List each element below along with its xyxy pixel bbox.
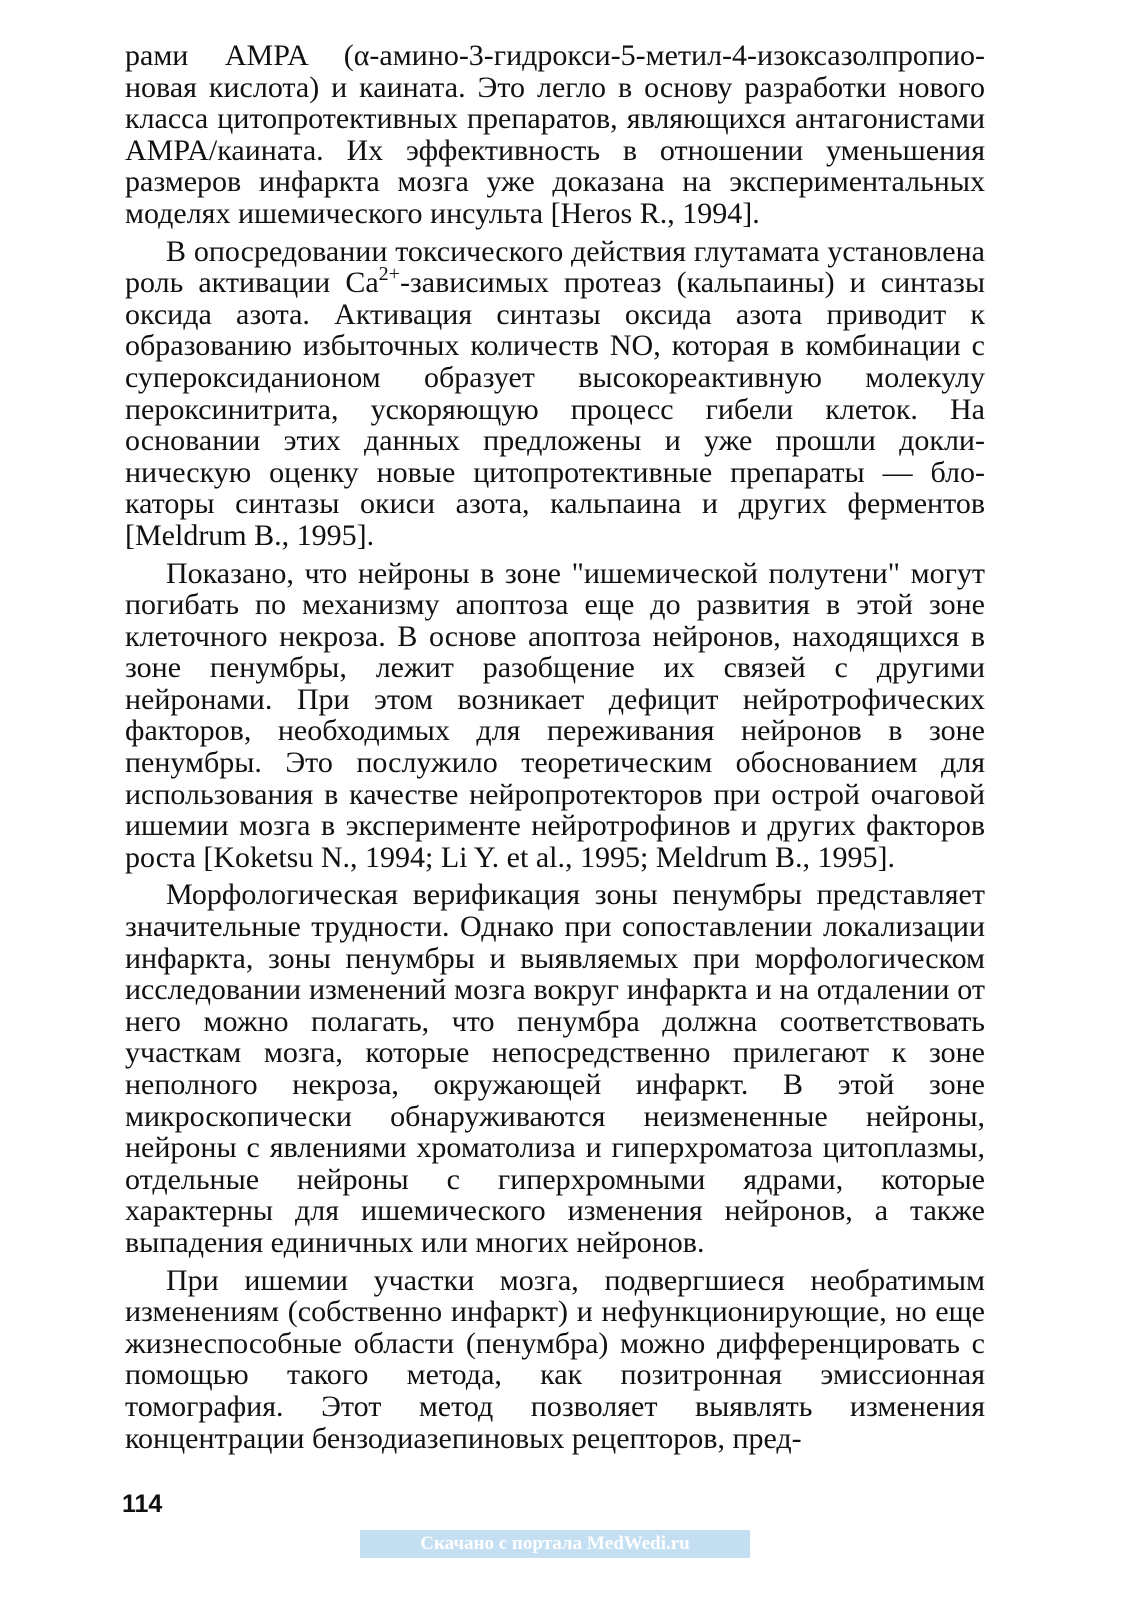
paragraph-2 (125, 236, 985, 552)
paragraph-4: Морфологическая верификация зоны пенумбры представляет значительные трудности. Однако при сопоставлении локализации инфаркта, зоны пенумбры и выявляемых при морфологическом исследовании изменений мозга вокруг инфаркта и на отдалении от него можно полагать, что пенумбра должна соответствовать участкам мозга, которые непосредственно прилегают к зоне неполного некроза, окружающей инфаркт. В этой зоне микроскопически обнаруживаются неизмененные нейроны, нейроны с явлениями хроматолиза и гиперхроматоза цитоплазмы, отдельные нейроны с гиперхромными ядрами, которые характерны для ишемического изменения нейронов, а также выпадения единичных или многих нейронов. (125, 878, 985, 1259)
paragraph-2-text-before: В опосредовании токсического действия глутамата установлена роль активации Ca (125, 234, 985, 300)
page-body (125, 40, 985, 1460)
paragraph-2-text-after: -зависимых протеаз (кальпаины) и синтазы оксида азота. Активация синтазы оксида азота приводит к образованию избыточных количеств NO, которая в комбинации с супероксиданионом образует высокореактивную молекулу пероксинитрита, ускоряющую процесс гибели клеток. На основании этих данных предложены и уже прошли доклиническую оценку новые цитопротективные препараты — блокаторы синтазы окиси азота, кальпаина и других ферментов [Meldrum B., 1995]. (125, 266, 985, 552)
paragraph-3: Показано, что нейроны в зоне "ишемической полутени" могут погибать по механизму апоптоза еще до развития в этой зоне клеточного некроза. В основе апоптоза нейронов, находящихся в зоне пенумбры, лежит разобщение их связей с другими нейронами. При этом возникает дефицит нейротрофических факторов, необходимых для переживания нейронов в зоне пенумбры. Это послужило теоретическим обоснованием для использования в качестве нейропротекторов при острой очаговой ишемии мозга в эксперименте нейротрофинов и других факторов роста [Koketsu N., 1994; Li Y. et al., 1995; Meldrum B., 1995]. (125, 556, 985, 874)
watermark-banner: Скачано с портала MedWedi.ru (360, 1530, 750, 1558)
page-number: 114 (122, 1490, 163, 1518)
paragraph-1: рами AMPA (α-амино-3-гидрокси-5-метил-4-изоксазолпропионовая кислота) и каината. Это легло в основу разработки нового класса цитопротективных препаратов, являющихся антагонистами AMPA/каината. Их эффективность в отношении уменьшения размеров инфаркта мозга уже доказана на экспериментальных моделях ишемического инсульта [Heros R., 1994]. (125, 39, 985, 230)
calcium-superscript: 2+ (378, 263, 400, 286)
paragraph-5: При ишемии участки мозга, подвергшиеся необратимым изменениям (собственно инфаркт) и нефункционирующие, но еще жизнеспособные области (пенумбра) можно дифференцировать с помощью такого метода, как позитронная эмиссионная томография. Этот метод позволяет выявлять изменения концентрации бензодиазепиновых рецепторов, пред- (125, 1263, 985, 1455)
